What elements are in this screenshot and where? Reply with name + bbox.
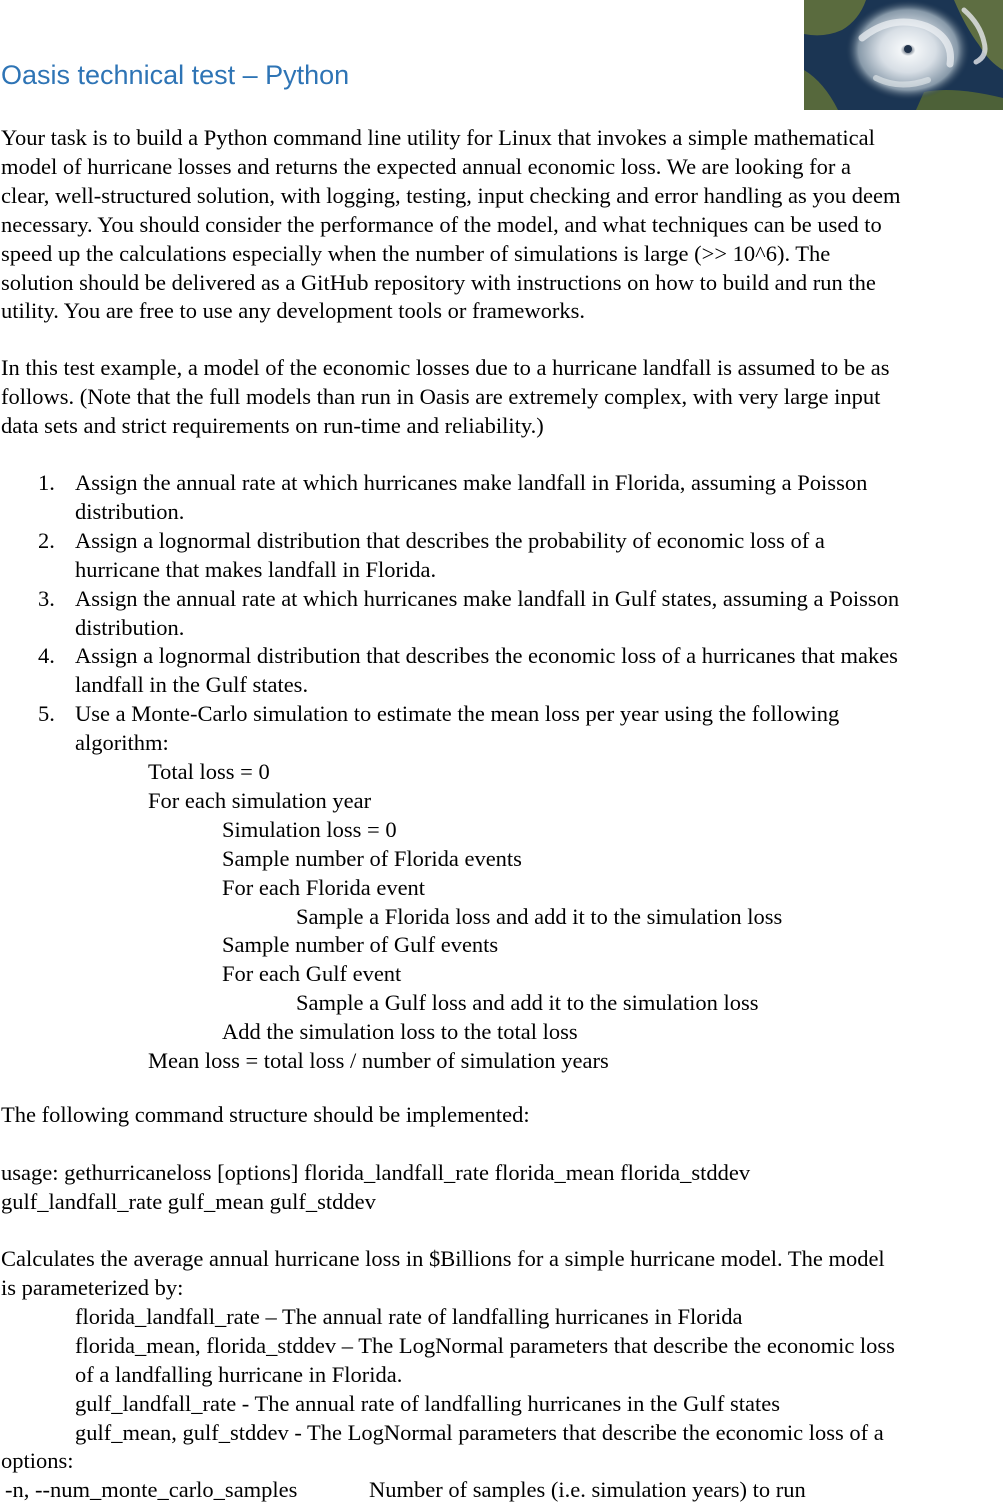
list-number: 3.	[38, 585, 55, 611]
text-line: usage: gethurricaneloss [options] florida_landfall_rate florida_mean florida_stddev	[1, 1160, 751, 1185]
text-line: gulf_landfall_rate gulf_mean gulf_stddev	[1, 1188, 376, 1214]
pseudocode-line: Sample a Gulf loss and add it to the simulation loss	[296, 990, 759, 1016]
option-flag: -n, --num_monte_carlo_samples	[5, 1477, 298, 1502]
text-line: hurricane that makes landfall in Florida.	[75, 556, 437, 582]
list-number: 2.	[38, 527, 55, 553]
text-line: necessary. You should consider the performance of the model, and what techniques can be used to	[1, 211, 882, 237]
text-line: follows. (Note that the full models than run in Oasis are extremely complex, with very large input	[1, 383, 881, 409]
text-line: Calculates the average annual hurricane loss in $Billions for a simple hurricane model. The model	[1, 1246, 885, 1271]
model-intro-paragraph	[1, 354, 1003, 441]
pseudocode-line: Sample a Florida loss and add it to the simulation loss	[296, 903, 783, 929]
text-line: clear, well-structured solution, with logging, testing, input checking and error handling as you deem	[1, 182, 901, 208]
text-line: Use a Monte-Carlo simulation to estimate the mean loss per year using the following	[75, 701, 840, 727]
option-description: Number of samples (i.e. simulation years) to run	[369, 1477, 806, 1502]
text-line: utility. You are free to use any development tools or frameworks.	[1, 298, 586, 324]
parameter-line: gulf_landfall_rate - The annual rate of landfalling hurricanes in the Gulf states	[75, 1390, 780, 1416]
text-line: distribution.	[75, 614, 185, 640]
parameter-line: florida_mean, florida_stddev – The LogNormal parameters that describe the economic loss	[75, 1332, 895, 1358]
text-line: data sets and strict requirements on run-time and reliability.)	[1, 412, 544, 438]
pseudocode-line: For each simulation year	[148, 787, 372, 813]
usage-block	[1, 1159, 1003, 1217]
list-number: 4.	[38, 643, 55, 669]
pseudocode-line: Mean loss = total loss / number of simulation years	[148, 1048, 609, 1074]
parameter-list	[0, 1303, 1003, 1448]
parameter-line: florida_landfall_rate – The annual rate of landfalling hurricanes in Florida	[75, 1304, 743, 1329]
algorithm-pseudocode	[0, 758, 782, 1076]
parameter-line: of a landfalling hurricane in Florida.	[75, 1361, 403, 1387]
hurricane-satellite-image	[804, 0, 1003, 110]
pseudocode-line: For each Gulf event	[222, 961, 402, 987]
text-line: landfall in the Gulf states.	[75, 672, 309, 698]
text-line: algorithm:	[75, 730, 169, 756]
model-steps-list	[0, 469, 1003, 758]
pseudocode-line: Sample number of Florida events	[222, 845, 522, 871]
pseudocode-line: Total loss = 0	[148, 759, 270, 784]
list-item	[0, 585, 1003, 643]
text-line: speed up the calculations especially when the number of simulations is large (>> 10^6). The	[1, 240, 831, 266]
pseudocode-line: For each Florida event	[222, 874, 426, 900]
list-item	[0, 527, 1003, 585]
text-line: In this test example, a model of the economic losses due to a hurricane landfall is assumed to be as	[1, 355, 890, 380]
list-number: 1.	[38, 470, 55, 495]
text-line: is parameterized by:	[1, 1274, 184, 1300]
options-label: options:	[1, 1448, 74, 1473]
text-line: Assign a lognormal distribution that describes the economic loss of a hurricanes that makes	[75, 643, 898, 669]
text-line: Your task is to build a Python command line utility for Linux that invokes a simple mathematical	[1, 125, 875, 150]
text-line: distribution.	[75, 498, 185, 524]
option-row	[5, 1476, 806, 1505]
list-item	[0, 700, 1003, 758]
text-line: Assign the annual rate at which hurricanes make landfall in Gulf states, assuming a Poisson	[75, 585, 900, 611]
pseudocode-line: Add the simulation loss to the total loss	[222, 1019, 578, 1045]
list-number: 5.	[38, 701, 55, 727]
pseudocode-line: Sample number of Gulf events	[222, 932, 499, 958]
document-title: Oasis technical test – Python	[1, 60, 350, 90]
list-item	[0, 642, 1003, 700]
list-item	[0, 469, 1003, 527]
text-line: Assign the annual rate at which hurricanes make landfall in Florida, assuming a Poisson	[75, 470, 868, 495]
text-line: Assign a lognormal distribution that describes the probability of economic loss of a	[75, 527, 825, 553]
text-line: solution should be delivered as a GitHub repository with instructions on how to build and run the	[1, 269, 876, 295]
parameter-line: gulf_mean, gulf_stddev - The LogNormal parameters that describe the economic loss of a	[75, 1419, 884, 1445]
text-line: model of hurricane losses and returns the expected annual economic loss. We are looking for a	[1, 153, 851, 179]
command-intro: The following command structure should be implemented:	[1, 1102, 530, 1127]
intro-paragraph	[1, 124, 1003, 326]
description-paragraph	[1, 1245, 1003, 1303]
pseudocode-line: Simulation loss = 0	[222, 816, 397, 842]
